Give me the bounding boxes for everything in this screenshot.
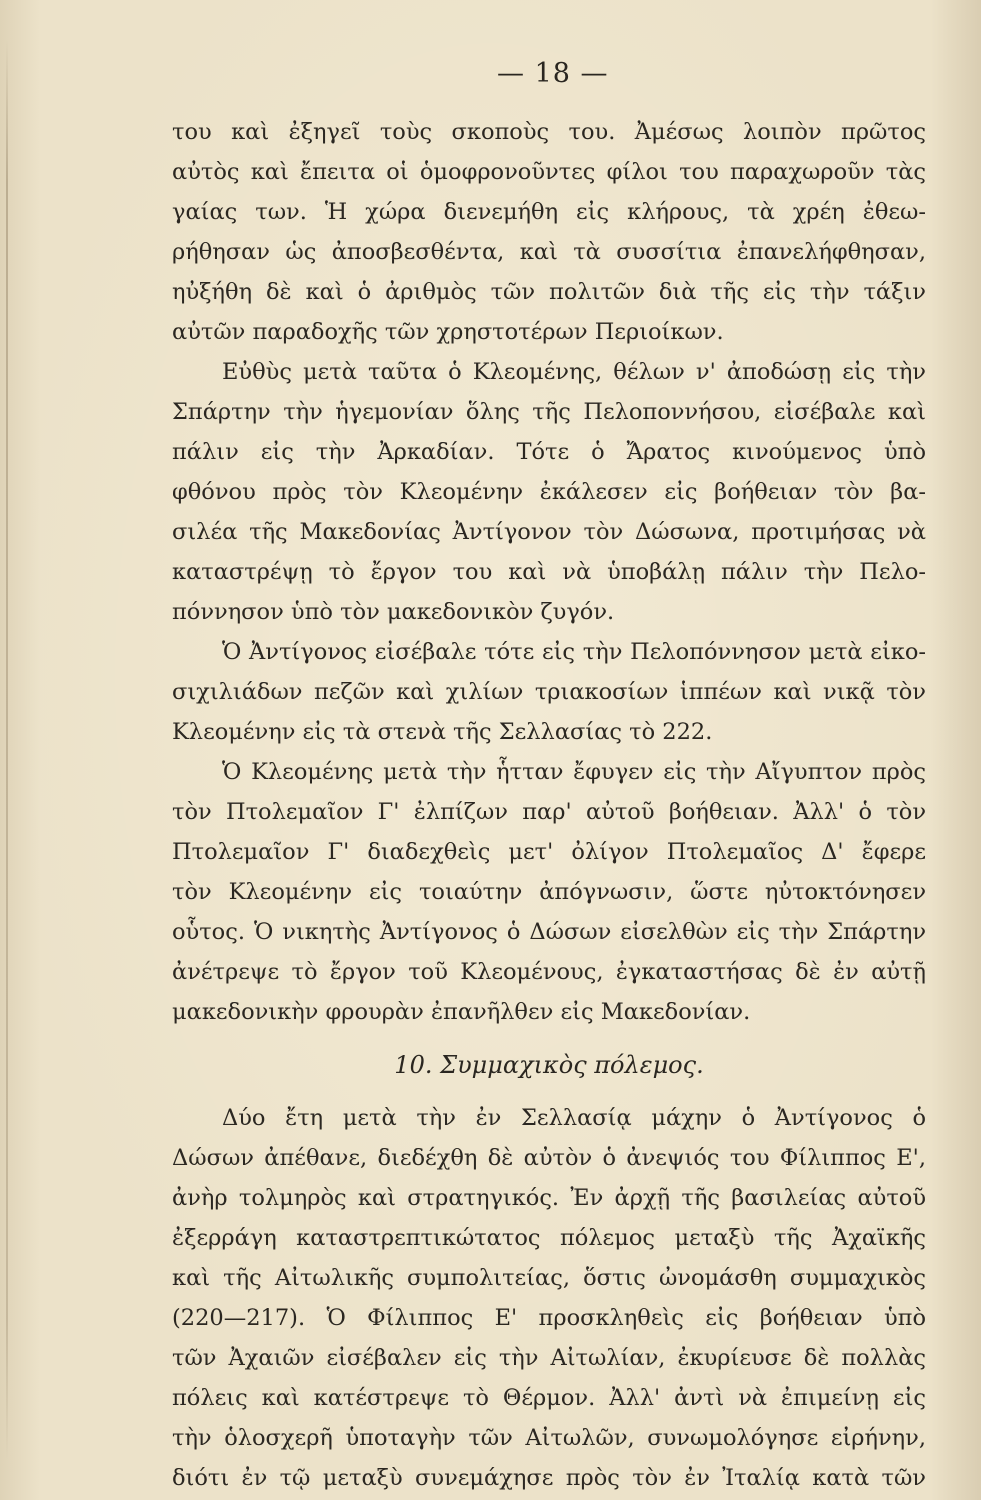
text-line: γαίας των. Ἡ χώρα διενεμήθη εἰς κλήρους, τὰ χρέη ἐθεω- (172, 199, 926, 225)
text-line: Εὐθὺς μετὰ ταῦτα ὁ Κλεομένης, θέλων ν' ἀποδώσῃ εἰς τὴν (222, 359, 926, 385)
text-line: καὶ τῆς Αἰτωλικῆς συμπολιτείας, ὅστις ὠνομάσθη συμμαχικὸς (172, 1265, 926, 1291)
text-line: Δώσων ἀπέθανε, διεδέχθη δὲ αὐτὸν ὁ ἀνεψιός του Φίλιππος Ε', (172, 1145, 926, 1171)
text-line: οὗτος. Ὁ νικητὴς Ἀντίγονος ὁ Δώσων εἰσελθὼν εἰς τὴν Σπάρτην (172, 919, 926, 945)
text-line: πόννησον ὑπὸ τὸν μακεδονικὸν ζυγόν. (172, 599, 615, 625)
paragraph-4 (172, 752, 926, 1032)
text-line: μακεδονικὴν φρουρὰν ἐπανῆλθεν εἰς Μακεδονίαν. (172, 999, 751, 1025)
text-line: Δύο ἔτη μετὰ τὴν ἐν Σελλασίᾳ μάχην ὁ Ἀντίγονος ὁ (222, 1105, 926, 1131)
body-text (172, 112, 926, 1498)
text-line: Ὁ Κλεομένης μετὰ τὴν ἧτταν ἔφυγεν εἰς τὴν Αἴγυπτον πρὸς (222, 759, 926, 785)
text-line: ἀνὴρ τολμηρὸς καὶ στρατηγικός. Ἐν ἀρχῇ τῆς βασιλείας αὐτοῦ (172, 1185, 926, 1211)
text-line: τὸν Πτολεμαῖον Γ' ἐλπίζων παρ' αὐτοῦ βοήθειαν. Ἀλλ' ὁ τὸν (172, 799, 926, 825)
text-line: αὐτῶν παραδοχῆς τῶν χρηστοτέρων Περιοίκων. (172, 319, 724, 345)
text-line: πάλιν εἰς τὴν Ἀρκαδίαν. Τότε ὁ Ἄρατος κινούμενος ὑπὸ (172, 439, 926, 465)
text-line: ρήθησαν ὡς ἀποσβεσθέντα, καὶ τὰ συσσίτια ἐπανελήφθησαν, (172, 239, 926, 265)
paragraph-3 (172, 632, 926, 752)
text-line: Πτολεμαῖον Γ' διαδεχθεὶς μετ' ὀλίγον Πτολεμαῖος Δ' ἔφερε (172, 839, 926, 865)
text-line: Σπάρτην τὴν ἡγεμονίαν ὅλης τῆς Πελοποννήσου, εἰσέβαλε καὶ (172, 399, 926, 425)
text-line: (220—217). Ὁ Φίλιππος Ε' προσκληθεὶς εἰς βοήθειαν ὑπὸ (172, 1305, 926, 1331)
page-number: — 18 — (497, 58, 609, 89)
paragraph-2 (172, 352, 926, 632)
text-line: διότι ἐν τῷ μεταξὺ συνεμάχησε πρὸς τὸν ἐν Ἰταλίᾳ κατὰ τῶν (172, 1465, 926, 1491)
text-line: ἀνέτρεψε τὸ ἔργον τοῦ Κλεομένους, ἐγκαταστήσας δὲ ἐν αὐτῇ (172, 959, 926, 985)
text-line: καταστρέψῃ τὸ ἔργον του καὶ νὰ ὑποβάλῃ πάλιν τὴν Πελο- (172, 559, 926, 585)
text-line: αὐτὸς καὶ ἔπειτα οἱ ὁμοφρονοῦντες φίλοι του παραχωροῦν τὰς (172, 159, 926, 185)
text-line: Κλεομένην εἰς τὰ στενὰ τῆς Σελλασίας τὸ 222. (172, 719, 713, 745)
text-line: τῶν Ἀχαιῶν εἰσέβαλεν εἰς τὴν Αἰτωλίαν, ἐκυρίευσε δὲ πολλὰς (172, 1345, 926, 1371)
text-line: ἐξερράγη καταστρεπτικώτατος πόλεμος μεταξὺ τῆς Ἀχαϊκῆς (172, 1225, 926, 1251)
text-line: ηὐξήθη δὲ καὶ ὁ ἀριθμὸς τῶν πολιτῶν διὰ τῆς εἰς τὴν τάξιν (172, 279, 926, 305)
paragraph-5 (172, 1098, 926, 1498)
text-line: σιχιλιάδων πεζῶν καὶ χιλίων τριακοσίων ἱππέων καὶ νικᾷ τὸν (172, 679, 926, 705)
page-edge-shadow (6, 40, 8, 1460)
text-line: φθόνου πρὸς τὸν Κλεομένην ἐκάλεσεν εἰς βοήθειαν τὸν βα- (172, 479, 926, 505)
text-line: πόλεις καὶ κατέστρεψε τὸ Θέρμον. Ἀλλ' ἀντὶ νὰ ἐπιμείνῃ εἰς (172, 1385, 926, 1411)
text-line: σιλέα τῆς Μακεδονίας Ἀντίγονον τὸν Δώσωνα, προτιμήσας νὰ (172, 519, 926, 545)
paragraph-1 (172, 112, 926, 352)
section-heading: 10. Συμμαχικὸς πόλεμος. (394, 1051, 704, 1079)
text-line: του καὶ ἐξηγεῖ τοὺς σκοποὺς του. Ἀμέσως λοιπὸν πρῶτος (172, 119, 926, 145)
text-line: τὴν ὁλοσχερῆ ὑποταγὴν τῶν Αἰτωλῶν, συνωμολόγησε εἰρήνην, (172, 1425, 926, 1451)
section-heading-wrap (172, 1032, 926, 1098)
text-line: Ὁ Ἀντίγονος εἰσέβαλε τότε εἰς τὴν Πελοπόννησον μετὰ εἰκο- (222, 639, 926, 665)
text-line: τὸν Κλεομένην εἰς τοιαύτην ἀπόγνωσιν, ὥστε ηὐτοκτόνησεν (172, 879, 926, 905)
